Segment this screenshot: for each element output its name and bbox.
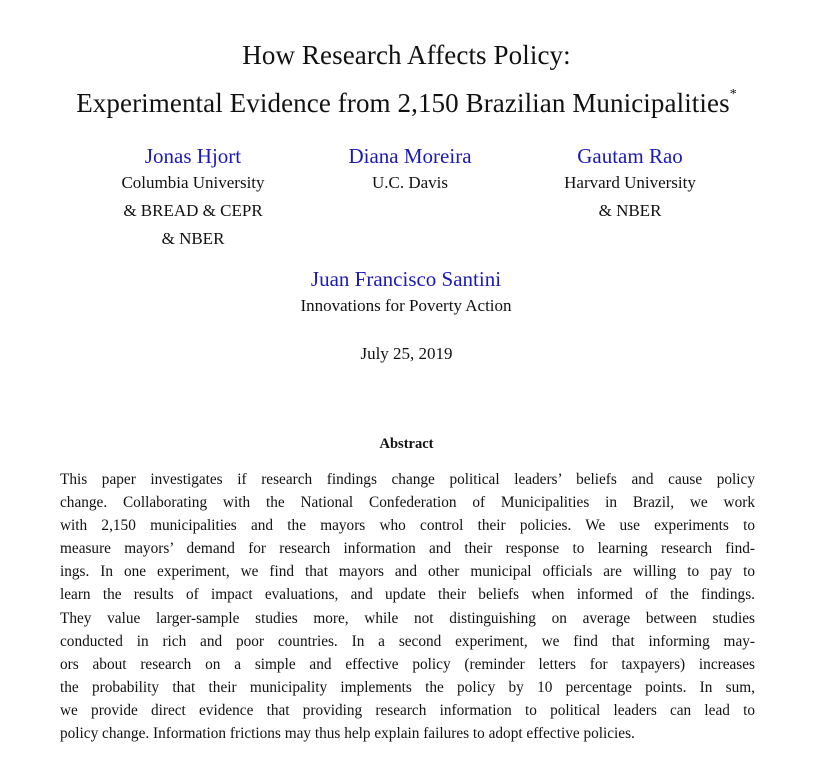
paper-title-text-1: How Research Affects Policy: bbox=[242, 40, 571, 70]
abstract-heading: Abstract bbox=[379, 436, 434, 452]
abstract-line: learn the results of impact evaluations, and update their beliefs when informed of the findings. bbox=[60, 586, 755, 604]
author-affiliation: & NBER bbox=[598, 201, 662, 220]
paper-title-line-1 bbox=[0, 38, 813, 72]
author-affiliation: Harvard University bbox=[564, 173, 696, 192]
abstract-line: ings. In one experiment, we find that mayors and other municipal officials are willing to pay to bbox=[60, 563, 755, 581]
abstract-line: policy change. Information frictions may thus help explain failures to adopt effective policies. bbox=[60, 725, 635, 743]
paper-title-line-2 bbox=[0, 82, 813, 120]
abstract-line: They value larger-sample studies more, while not distinguishing on average between studies bbox=[60, 609, 755, 627]
author-name-link[interactable]: Juan Francisco Santini bbox=[310, 267, 502, 291]
abstract-line: ors about research on a simple and effective policy (reminder letters for taxpayers) increases bbox=[60, 655, 755, 673]
abstract-line: This paper investigates if research findings change political leaders’ beliefs and cause policy bbox=[60, 471, 755, 488]
author-affiliation: U.C. Davis bbox=[371, 173, 449, 192]
abstract-line: the probability that their municipality implements the policy by 10 percentage points. In sum, bbox=[60, 678, 755, 696]
abstract-line: we provide direct evidence that providing research information to political leaders can lead to bbox=[60, 701, 755, 719]
author-block-rao bbox=[510, 143, 750, 225]
author-name-link[interactable]: Diana Moreira bbox=[348, 144, 472, 168]
author-affiliation: & NBER bbox=[161, 229, 225, 248]
abstract-line: conducted in rich and poor countries. In a second experiment, we find that informing may- bbox=[60, 632, 755, 650]
author-block-hjort bbox=[73, 143, 313, 253]
abstract-line: measure mayors’ demand for research information and their response to learning research find- bbox=[60, 540, 755, 558]
publication-date: July 25, 2019 bbox=[360, 344, 453, 363]
author-affiliation: & BREAD & CEPR bbox=[123, 201, 263, 220]
author-affiliation: Columbia University bbox=[121, 173, 265, 192]
author-block-moreira bbox=[290, 143, 530, 197]
author-block-santini bbox=[206, 266, 606, 320]
author-affiliation: Innovations for Poverty Action bbox=[300, 296, 512, 315]
abstract-body bbox=[60, 468, 755, 745]
title-footnote-mark[interactable]: * bbox=[729, 87, 737, 102]
author-name-link[interactable]: Jonas Hjort bbox=[144, 144, 242, 168]
author-name-link[interactable]: Gautam Rao bbox=[577, 144, 683, 168]
paper-title-text-2: Experimental Evidence from 2,150 Brazilian Municipalities bbox=[76, 88, 730, 118]
abstract-line: with 2,150 municipalities and the mayors who control their policies. We use experiments to bbox=[60, 517, 755, 535]
abstract-line: change. Collaborating with the National Confederation of Municipalities in Brazil, we work bbox=[60, 494, 755, 512]
